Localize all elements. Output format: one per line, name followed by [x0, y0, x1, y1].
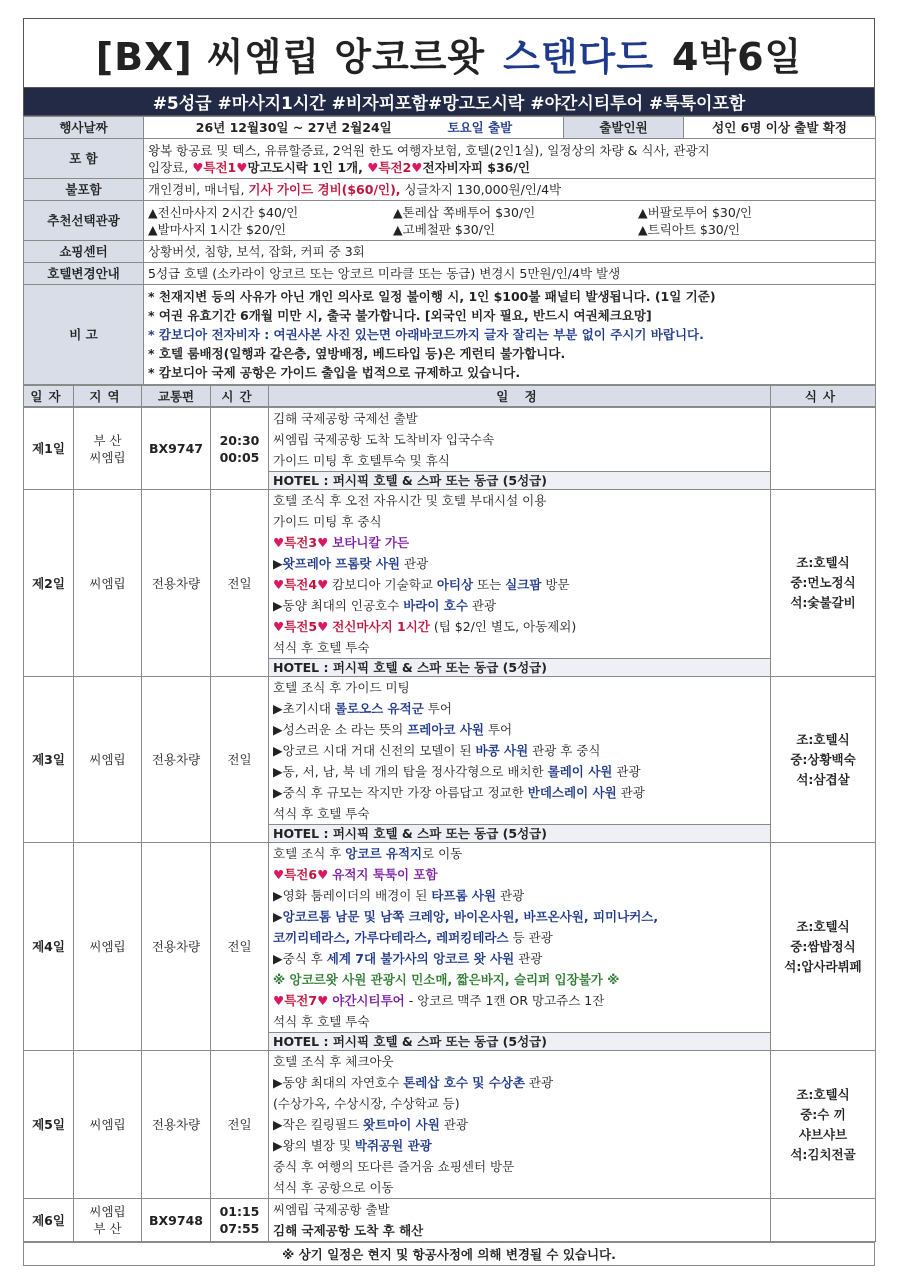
- plan-line: ▶왓프레아 프롬랏 사원 관광: [273, 556, 429, 571]
- day-region: 씨엠립: [74, 490, 142, 677]
- hotel-line: HOTEL : 퍼시픽 호텔 & 스파 또는 동급 (5성급): [269, 824, 770, 842]
- day-label: 제5일: [24, 1051, 74, 1199]
- plan-line: ▶동, 서, 남, 북 네 개의 탑을 정사각형으로 배치한 롤레이 사원 관광: [273, 764, 641, 779]
- plan-line: ♥특전4♥ 캄보디아 기술학교 아티상 또는 실크팜 방문: [273, 577, 570, 592]
- day-row: [24, 1051, 876, 1199]
- day-transport: 전용차량: [142, 843, 211, 1051]
- footer-note: ※ 상기 일정은 현지 및 항공사정에 의해 변경될 수 있습니다.: [24, 1243, 875, 1266]
- date-value: 26년 12월30일 ~ 27년 2월24일: [144, 117, 444, 139]
- plan-line: 씨엠립 국제공항 출발: [273, 1202, 390, 1217]
- plan-line: 호텔 조식 후 앙코르 유적지로 이동: [273, 846, 463, 861]
- include-label: 포 함: [24, 139, 144, 179]
- plan-line: ▶작은 킬링필드 왓트마이 사원 관광: [273, 1117, 468, 1132]
- day-meal: [771, 1199, 876, 1242]
- plan-line: ▶영화 툼레이더의 배경이 된 타프롬 사원 관광: [273, 888, 525, 903]
- day-meal: 조:호텔식 중:상황백숙 석:삼겹살: [771, 677, 876, 843]
- day-label: 제1일: [24, 408, 74, 490]
- plan-line: 중식 후 여행의 또다른 즐거움 쇼핑센터 방문: [273, 1159, 515, 1174]
- header-meal: 식사: [771, 386, 876, 407]
- day-time: 전일: [211, 677, 269, 843]
- plan-line: ♥특전3♥ 보타니칼 가든: [273, 535, 410, 550]
- day-row: [24, 408, 876, 490]
- plan-line: ▶중식 후 규모는 작지만 가장 아름답고 정교한 반데스레이 사원 관광: [273, 785, 645, 800]
- day-transport: 전용차량: [142, 677, 211, 843]
- plan-line: ▶앙코르톰 남문 및 남쪽 크레앙, 바이온사원, 바프온사원, 피미나커스,: [273, 909, 659, 924]
- plan-line: 석식 후 호텔 투숙: [273, 1014, 370, 1029]
- header-day: 일자: [24, 386, 74, 407]
- hotel-line: HOTEL : 퍼시픽 호텔 & 스파 또는 동급 (5성급): [269, 1032, 770, 1050]
- option-list: ▲전신마사지 2시간 $40/인 ▲톤레삽 쪽배투어 $30/인 ▲버팔로투어 $30/인 ▲발마사지 1시간 $20/인 ▲고베철판 $30/인 ▲트릭아트 $30/인: [144, 201, 876, 241]
- plan-line: ♥특전7♥ 야간시티투어 - 앙코르 맥주 1캔 OR 망고쥬스 1잔: [273, 993, 605, 1008]
- plan-line: 김해 국제공항 도착 후 해산: [273, 1223, 424, 1238]
- exclude-label: 불포함: [24, 179, 144, 201]
- day-transport: 전용차량: [142, 1051, 211, 1199]
- remark-item: * 캄보디아 국제 공항은 가이드 출입을 법적으로 규제하고 있습니다.: [148, 365, 521, 380]
- header-region: 지역: [74, 386, 142, 407]
- day-time: 전일: [211, 490, 269, 677]
- day-plan: [269, 677, 771, 843]
- day-region: 씨엠립: [74, 677, 142, 843]
- plan-line: ♥특전5♥ 전신마사지 1시간 (팁 $2/인 별도, 아동제외): [273, 619, 577, 634]
- day-plan: [269, 408, 771, 490]
- day-row: [24, 843, 876, 1051]
- plan-line: 김해 국제공항 국제선 출발: [273, 411, 418, 426]
- shop-value: 상황버섯, 침향, 보석, 잡화, 커피 중 3회: [144, 241, 876, 263]
- header-time: 시간: [211, 386, 269, 407]
- day-plan: [269, 490, 771, 677]
- plan-line: 호텔 조식 후 오전 자유시간 및 호텔 부대시설 이용: [273, 493, 547, 508]
- title-accent: 스탠다드: [503, 34, 654, 79]
- plan-line: ▶동양 최대의 인공호수 바라이 호수 관광: [273, 598, 497, 613]
- day-label: 제3일: [24, 677, 74, 843]
- day-row: [24, 1199, 876, 1242]
- day-row: [24, 677, 876, 843]
- day-transport: 전용차량: [142, 490, 211, 677]
- title-suffix: 4박6일: [671, 34, 803, 79]
- plan-line: 코끼리테라스, 가루다테라스, 레퍼킹테라스 등 관광: [273, 930, 553, 945]
- plan-line: (수상가옥, 수상시장, 수상학교 등): [273, 1096, 460, 1111]
- remark-item: * 천재지변 등의 사유가 아닌 개인 의사로 일정 불이행 시, 1인 $100불 패널티 발생됩니다. (1일 기준): [148, 289, 716, 304]
- plan-line: 호텔 조식 후 체크아웃: [273, 1054, 394, 1069]
- day-label: 제2일: [24, 490, 74, 677]
- day-plan: [269, 843, 771, 1051]
- day-region: 씨엠립 부 산: [74, 1199, 142, 1242]
- option-label: 추천선택관광: [24, 201, 144, 241]
- remark-item: * 여권 유효기간 6개월 미만 시, 출국 불가합니다. [외국인 비자 필요, 반드시 여권체크요망]: [148, 308, 652, 323]
- day-meal: 조:호텔식 중:쌈밥정식 석:압사라뷔페: [771, 843, 876, 1051]
- day-transport: BX9747: [142, 408, 211, 490]
- schedule-table: [23, 385, 876, 407]
- plan-line: ▶왕의 별장 및 박쥐공원 관광: [273, 1138, 432, 1153]
- day-meal: [771, 408, 876, 490]
- hotel-line: HOTEL : 퍼시픽 호텔 & 스파 또는 동급 (5성급): [269, 658, 770, 676]
- remark-label: 비 고: [24, 285, 144, 385]
- plan-line: 가이드 미팅 후 호텔투숙 및 휴식: [273, 453, 450, 468]
- hotel-line: HOTEL : 퍼시픽 호텔 & 스파 또는 동급 (5성급): [269, 471, 770, 489]
- people-label: 출발인원: [564, 117, 684, 139]
- plan-line: ♥특전6♥ 유적지 툭툭이 포함: [273, 867, 438, 882]
- plan-line: ▶초기시대 롤로오스 유적군 투어: [273, 701, 452, 716]
- day-time: 01:15 07:55: [211, 1199, 269, 1242]
- date-label: 행사날짜: [24, 117, 144, 139]
- remark-list: [144, 285, 876, 385]
- include-value: 왕복 항공료 및 텍스, 유류할증료, 2억원 한도 여행자보험, 호텔(2인1실), 일정상의 차량 & 식사, 관광지 입장료, ♥특전1♥망고도시락 1인 1개, ♥특전2♥전자비자피 $36/인: [144, 139, 876, 179]
- hotel-change-label: 호텔변경안내: [24, 263, 144, 285]
- plan-line: 석식 후 공항으로 이동: [273, 1180, 394, 1195]
- exclude-value: 개인경비, 매너팁, 기사 가이드 경비($60/인), 싱글차지 130,000원/인/4박: [144, 179, 876, 201]
- day-meal: 조:호텔식 중:먼노정식 석:숯불갈비: [771, 490, 876, 677]
- schedule-body: [23, 407, 876, 1242]
- footer-table: [23, 1242, 875, 1266]
- day-time: 전일: [211, 1051, 269, 1199]
- day-row: [24, 490, 876, 677]
- header-transport: 교통편: [142, 386, 211, 407]
- info-table: [23, 116, 876, 385]
- plan-line: 석식 후 호텔 투숙: [273, 640, 370, 655]
- page-title: [23, 18, 875, 87]
- remark-item: * 호텔 룸배정(일행과 같은층, 옆방배정, 베드타입 등)은 게런티 불가합니다.: [148, 346, 566, 361]
- day-region: 부 산 씨엠립: [74, 408, 142, 490]
- header-plan: 일 정: [269, 386, 771, 407]
- plan-line: 석식 후 호텔 투숙: [273, 806, 370, 821]
- day-transport: BX9748: [142, 1199, 211, 1242]
- remark-item: * 캄보디아 전자비자 : 여권사본 사진 있는면 아래바코드까지 글자 잘리는 부분 없이 주시기 바랍니다.: [148, 327, 704, 342]
- date-day: 토요일 출발: [444, 117, 564, 139]
- day-region: 씨엠립: [74, 1051, 142, 1199]
- plan-line: ※ 앙코르왓 사원 관광시 민소매, 짧은바지, 슬리퍼 입장불가 ※: [273, 972, 620, 987]
- day-plan: [269, 1051, 771, 1199]
- day-time: 전일: [211, 843, 269, 1051]
- day-time: 20:30 00:05: [211, 408, 269, 490]
- plan-line: ▶동양 최대의 자연호수 톤레삽 호수 및 수상촌 관광: [273, 1075, 554, 1090]
- plan-line: ▶성스러운 소 라는 뜻의 프레아코 사원 투어: [273, 722, 513, 737]
- plan-line: 가이드 미팅 후 중식: [273, 514, 382, 529]
- people-value: 성인 6명 이상 출발 확정: [684, 117, 876, 139]
- day-label: 제4일: [24, 843, 74, 1051]
- plan-line: 씨엠립 국제공항 도착 도착비자 입국수속: [273, 432, 495, 447]
- title-prefix: [BX] 씨엠립 앙코르왓: [95, 34, 486, 79]
- plan-line: 호텔 조식 후 가이드 미팅: [273, 680, 410, 695]
- itinerary-page: [23, 18, 875, 1266]
- hashtag-banner: #5성급 #마사지1시간 #비자피포함#망고도시락 #야간시티투어 #툭툭이포함: [23, 87, 875, 116]
- day-plan: [269, 1199, 771, 1242]
- day-region: 씨엠립: [74, 843, 142, 1051]
- shop-label: 쇼핑센터: [24, 241, 144, 263]
- day-meal: 조:호텔식 중:수 끼 샤브샤브 석:김치전골: [771, 1051, 876, 1199]
- day-label: 제6일: [24, 1199, 74, 1242]
- hotel-change-value: 5성급 호텔 (소카라이 앙코르 또는 앙코르 미라클 또는 동급) 변경시 5만원/인/4박 발생: [144, 263, 876, 285]
- plan-line: ▶중식 후 세계 7대 불가사의 앙코르 왓 사원 관광: [273, 951, 543, 966]
- plan-line: ▶앙코르 시대 거대 신전의 모델이 된 바콩 사원 관광 후 중식: [273, 743, 601, 758]
